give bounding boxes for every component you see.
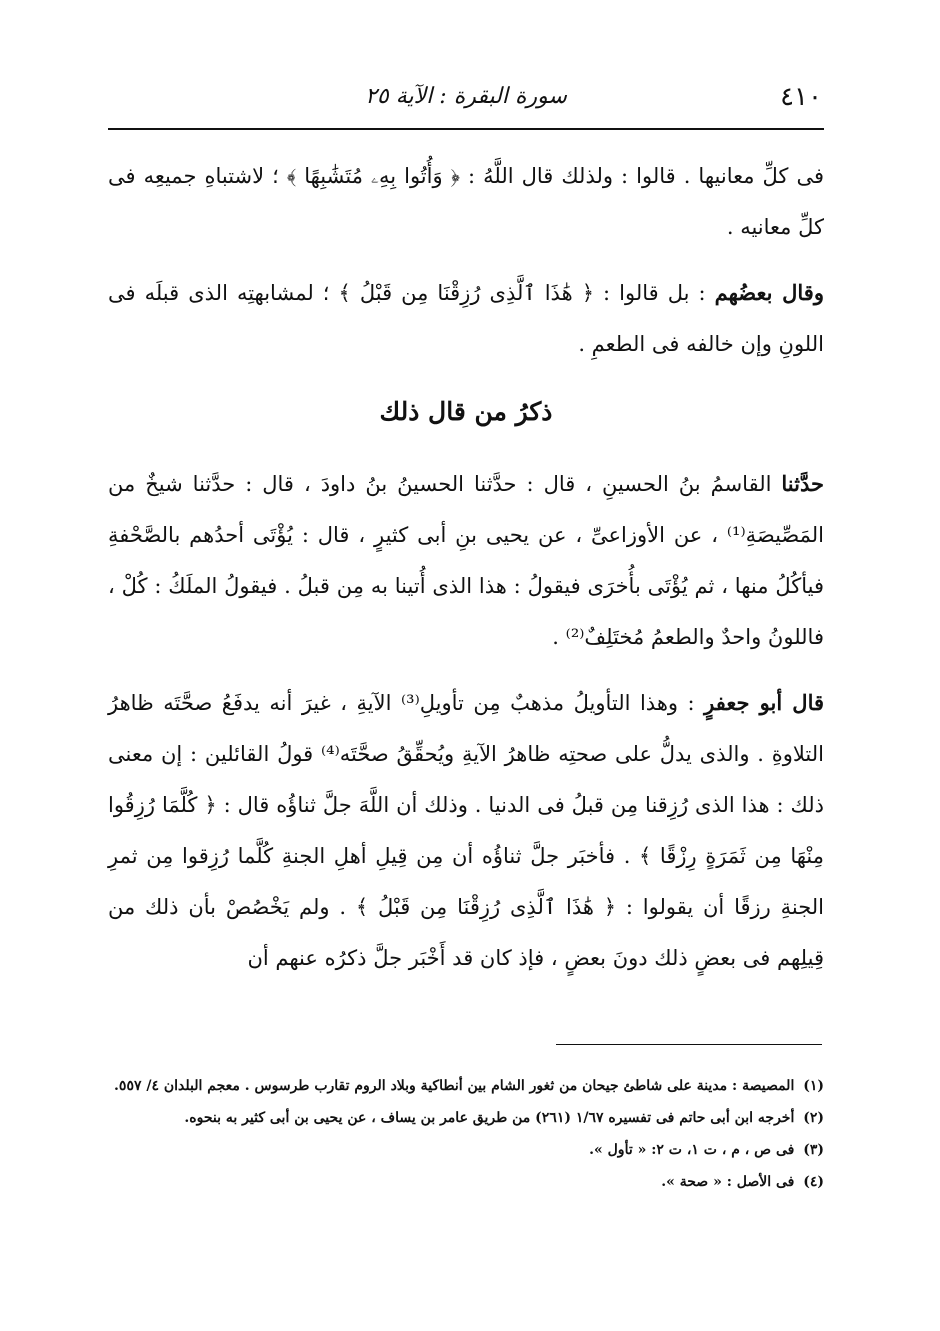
footnote-text: فى ص ، م ، ت ١، ت ٢: « تأول ». (589, 1142, 795, 1158)
footnote-1 (108, 1070, 824, 1102)
footnotes (108, 1070, 824, 1198)
paragraph-3 (108, 458, 824, 663)
paragraph-lead: وقال بعضُهم (714, 280, 824, 305)
paragraph-text: القاسمُ بنُ الحسينِ ، قال : حدَّثنا الحسينُ بنُ داودَ ، قال : حدَّثنا شيخٌ من المَصِّيصَةِ⁽¹⁾ ، عن الأوزاعىِّ ، عن يحيى بنِ أبى كثيرٍ ، قال : يُؤْتَى أحدُهم بالصَّحْفةِ فيأكُلُ منها ، ثم يُؤْتَى بأُخرَى فيقولُ : هذا الذى أُتينا به مِن قبلُ . فيقولُ الملَكُ : كُلْ ، فاللونُ واحدٌ والطعمُ مُختَلِفٌ⁽²⁾ . (108, 472, 824, 649)
paragraph-text: فى كلِّ معانيها . قالوا : ولذلك قال اللَّهُ : ﴿ وَأُتُوا بِهِۦ مُتَشَٰبِهًا ﴾ ؛ لاشتباهِ جميعِه فى كلِّ معانيه . (108, 164, 824, 239)
footnote-3 (108, 1134, 824, 1166)
footnote-4 (108, 1166, 824, 1198)
footnote-2 (108, 1102, 824, 1134)
paragraph-1 (108, 150, 824, 253)
footnote-text: فى الأصل : « صحة ». (661, 1174, 795, 1190)
section-heading: ذكرُ من قال ذلك (379, 397, 553, 426)
footnote-number: (١) (803, 1078, 824, 1094)
footnote-number: (٤) (803, 1174, 824, 1190)
footnote-rule (556, 1044, 822, 1045)
paragraph-text: : بل قالوا : ﴿ هَٰذَا ٱلَّذِى رُزِقْنَا مِن قَبْلُ ﴾ ؛ لمشابهتِه الذى قبلَه فى اللونِ وإن خالفه فى الطعمِ . (108, 281, 824, 356)
paragraph-lead: قال أبو جعفرٍ (704, 690, 825, 715)
page-number: ٤١٠ (780, 82, 822, 112)
paragraph-4 (108, 677, 824, 984)
paragraph-2 (108, 267, 824, 370)
paragraph-lead: حدَّثنا (781, 471, 824, 496)
footnote-text: أخرجه ابن أبى حاتم فى تفسيره ١/٦٧ (٢٦١) من طريق عامر بن يساف ، عن يحيى بن أبى كثير به بنحوه. (184, 1110, 795, 1126)
header-rule (108, 128, 824, 130)
running-title: سورة البقرة : الآية ٢٥ (365, 84, 567, 109)
footnote-text: المصيصة : مدينة على شاطئ جيحان من ثغور الشام بين أنطاكية وبلاد الروم تقارب طرسوس . معجم البلدان ٤/ ٥٥٧. (114, 1078, 795, 1094)
footnote-number: (٣) (803, 1142, 824, 1158)
page-header (110, 78, 822, 120)
main-text (108, 150, 824, 998)
footnote-number: (٢) (803, 1110, 824, 1126)
paragraph-text: : وهذا التأويلُ مذهبٌ مِن تأويلِ⁽³⁾ الآيةِ ، غيرَ أنه يدفَعُ صحَّتَه ظاهرُ التلاوةِ . والذى يدلُّ على صحتِه ظاهرُ الآيةِ ويُحقِّقُ صحَّتَه⁽⁴⁾ قولُ القائلين : إن معنى ذلك : هذا الذى رُزِقنا مِن قبلُ فى الدنيا . وذلك أن اللَّهَ جلَّ ثناؤُه قال : ﴿ كُلَّمَا رُزِقُوا مِنْهَا مِن ثَمَرَةٍ رِزْقًا ﴾ . فأخبَر جلَّ ثناؤُه أن مِن قِيلِ أهلِ الجنةِ كُلَّما رُزِقوا مِن ثمرِ الجنةِ رزقًا أن يقولوا : ﴿ هَٰذَا ٱلَّذِى رُزِقْنَا مِن قَبْلُ ﴾ . ولم يَخْصُصْ بأن ذلك من قِيلِهم فى بعضٍ ذلك دونَ بعضٍ ، فإذ كان قد أَخْبَر جلَّ ذكرُه عنهم أن (108, 691, 824, 970)
